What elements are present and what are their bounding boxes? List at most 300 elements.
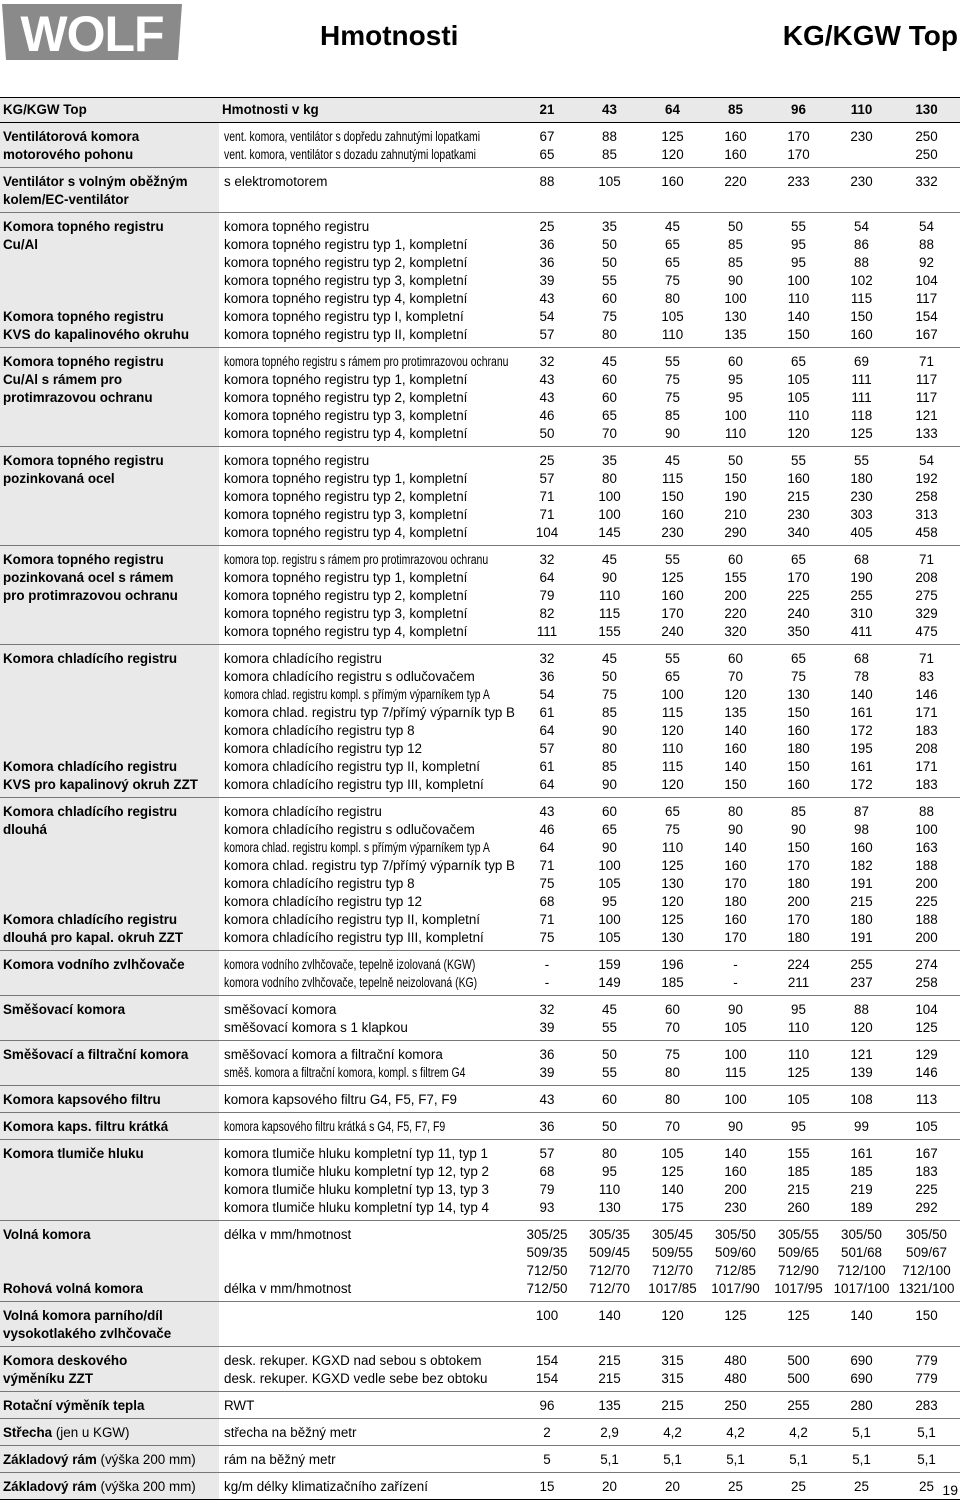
weight-cell: 350 (787, 624, 810, 639)
row-description-text: komora topného registru typ 2, kompletní (224, 489, 468, 504)
row-label-text: výměníku ZZT (3, 1371, 94, 1386)
weight-cell: 240 (661, 624, 684, 639)
weight-cell: 32 (539, 354, 555, 369)
row-description-text: komora topného registru typ 1, kompletní (224, 237, 468, 252)
weight-cell: 45 (665, 453, 680, 468)
row-description (219, 146, 516, 168)
weight-cell: 258 (915, 975, 938, 990)
weight-cell: 50 (728, 219, 743, 234)
row-description-text: komora topného registru (224, 453, 370, 468)
weight-cell: 90 (602, 570, 617, 585)
weight-cell: 57 (539, 471, 555, 486)
weight-cell: 110 (661, 327, 684, 342)
weight-cell: 121 (915, 408, 938, 423)
weight-cell: 5,1 (917, 1425, 936, 1440)
header-size: 64 (641, 98, 704, 123)
row-description-text: komora tlumiče hluku kompletní typ 14, typ 4 (224, 1200, 489, 1215)
row-description-text: komora topného registru typ 1, kompletní (224, 471, 468, 486)
row-group (0, 123, 960, 168)
weight-cell: 208 (915, 741, 938, 756)
weight-cell: 79 (539, 588, 555, 603)
weight-cell: 105 (724, 1020, 747, 1035)
weight-cell: 50 (602, 255, 617, 270)
row-description-text: vent. komora, ventilátor s dopředu zahnutými lopatkami (224, 129, 481, 144)
weight-cell: 4,2 (789, 1425, 808, 1440)
weight-cell: 71 (919, 651, 934, 666)
row-description-text: délka v mm/hmotnost (224, 1281, 352, 1296)
weight-cell: 250 (915, 147, 938, 162)
weight-cell: 54 (919, 219, 934, 234)
row-description (219, 191, 516, 213)
weight-cell: 45 (602, 552, 617, 567)
weight-cell: 280 (850, 1398, 873, 1413)
row-description (219, 425, 516, 447)
weight-cell: 86 (854, 237, 869, 252)
weight-cell: 125 (661, 570, 684, 585)
weight-cell: 189 (850, 1200, 873, 1215)
weight-cell: 1017/85 (648, 1281, 697, 1296)
row-description (219, 1347, 516, 1371)
weight-cell: 190 (724, 489, 747, 504)
weight-cell: 64 (539, 840, 555, 855)
weight-cell: 88 (919, 804, 934, 819)
weight-cell: 150 (661, 489, 684, 504)
row-description-text: vent. komora, ventilátor s dozadu zahnutými lopatkami (224, 147, 476, 162)
row-label (0, 1086, 219, 1113)
page-title: Hmotnosti (320, 20, 459, 51)
row-description (219, 798, 516, 822)
weight-cell: 509/45 (589, 1245, 630, 1260)
weight-cell: 25 (728, 1479, 743, 1494)
table-row (0, 1262, 960, 1280)
table-row (0, 911, 960, 929)
weight-cell: 155 (724, 570, 747, 585)
row-label (0, 821, 219, 839)
weight-cell: 305/45 (652, 1227, 693, 1242)
weight-cell: 110 (787, 1047, 810, 1062)
weight-cell: 195 (850, 741, 873, 756)
weight-cell: 55 (665, 354, 680, 369)
weight-cell: 480 (724, 1371, 747, 1386)
weight-cell: 90 (728, 1119, 743, 1134)
weight-cell: 130 (661, 876, 684, 891)
weight-cell: 36 (539, 1119, 555, 1134)
weight-cell: 150 (787, 705, 810, 720)
row-description (219, 1262, 516, 1280)
weight-cell: 90 (728, 1002, 743, 1017)
weight-cell: 224 (787, 957, 810, 972)
row-label-text: Cu/Al (3, 237, 38, 252)
weight-cell: 475 (915, 624, 938, 639)
row-description (219, 1113, 516, 1140)
weight-cell: 500 (787, 1371, 810, 1386)
weight-cell: 50 (602, 1119, 617, 1134)
row-label (0, 1262, 219, 1280)
weight-cell: 292 (915, 1200, 938, 1215)
weight-cell: 50 (539, 426, 555, 441)
weight-cell: 80 (665, 291, 680, 306)
weight-cell: 4,2 (663, 1425, 682, 1440)
header-size: 130 (893, 98, 960, 123)
weight-cell: 43 (539, 372, 555, 387)
table-row (0, 974, 960, 996)
row-description (219, 348, 516, 372)
weight-cell: 154 (915, 309, 938, 324)
weight-cell: 110 (724, 426, 747, 441)
row-description-text: komora vodního zvlhčovače, tepelně izolovaná (KGW) (224, 957, 476, 972)
row-description-text: komora tlumiče hluku kompletní typ 12, typ 2 (224, 1164, 489, 1179)
table-row (0, 623, 960, 645)
row-description-text: komora chladícího registru typ 8 (224, 723, 415, 738)
row-label-text: KVS do kapalinového okruhu (3, 327, 190, 342)
row-label-text: Cu/Al s rámem pro (3, 372, 123, 387)
weight-cell: 140 (850, 1308, 873, 1323)
weight-cell: 171 (915, 759, 938, 774)
row-group (0, 645, 960, 798)
row-label (0, 1473, 219, 1500)
weight-cell: 139 (850, 1065, 873, 1080)
row-group (0, 1347, 960, 1392)
weight-cell: 340 (787, 525, 810, 540)
row-description-text: komora topného registru typ 3, kompletní (224, 408, 468, 423)
weight-cell: 43 (539, 291, 555, 306)
row-description (219, 1064, 516, 1086)
weight-cell: 80 (602, 471, 617, 486)
row-label (0, 1019, 219, 1041)
weight-cell: 46 (539, 408, 555, 423)
table-row (0, 236, 960, 254)
row-label-note: (výška 200 mm) (96, 1479, 196, 1494)
weight-cell: 65 (602, 822, 617, 837)
row-group (0, 1113, 960, 1140)
row-label (0, 1244, 219, 1262)
row-group (0, 1302, 960, 1347)
table-row (0, 1419, 960, 1446)
weight-cell: 55 (602, 1065, 617, 1080)
page-number: 19 (942, 1482, 958, 1498)
table-row (0, 1181, 960, 1199)
table-row (0, 857, 960, 875)
weight-cell: 70 (665, 1119, 680, 1134)
row-description-text: komora topného registru s rámem pro protimrazovou ochranu (224, 354, 509, 369)
weight-cell: 1017/100 (833, 1281, 890, 1296)
row-label-text: Směšovací komora (3, 1002, 126, 1017)
table-row (0, 798, 960, 822)
row-description (219, 951, 516, 975)
weight-cell: 305/50 (715, 1227, 756, 1242)
row-group (0, 1140, 960, 1221)
weight-cell: 5,1 (600, 1452, 619, 1467)
weight-cell: 54 (919, 453, 934, 468)
row-group (0, 546, 960, 645)
row-description-text: směšovací komora (224, 1002, 337, 1017)
table-row (0, 1370, 960, 1392)
weight-cell: 117 (915, 291, 938, 306)
weight-cell: 125 (915, 1020, 938, 1035)
row-group (0, 1446, 960, 1473)
weight-cell: 5,1 (852, 1452, 871, 1467)
weight-cell: 320 (724, 624, 747, 639)
weight-cell: 133 (915, 426, 938, 441)
weight-cell: 150 (787, 327, 810, 342)
weight-cell: 154 (535, 1371, 559, 1386)
weight-cell: 50 (602, 669, 617, 684)
table-row (0, 1019, 960, 1041)
weight-cell: 104 (535, 525, 559, 540)
weight-cell (830, 1325, 893, 1347)
row-description-text: komora chladícího registru typ II, kompletní (224, 912, 481, 927)
row-description (219, 821, 516, 839)
row-label-text: Komora tlumiče hluku (3, 1146, 144, 1161)
weight-cell: 100 (598, 489, 621, 504)
table-row (0, 668, 960, 686)
table-row (0, 348, 960, 372)
table-row (0, 191, 960, 213)
weight-cell: 4,2 (726, 1425, 745, 1440)
header-size: 21 (516, 98, 578, 123)
row-label (0, 1280, 219, 1302)
row-label (0, 974, 219, 996)
row-label-text: Ventilátor s volným oběžným (3, 174, 188, 189)
table-row (0, 123, 960, 147)
weight-cell: 75 (602, 687, 617, 702)
weight-cell: 110 (598, 1182, 621, 1197)
weight-cell: 95 (602, 894, 617, 909)
weight-cell: 70 (728, 669, 743, 684)
weight-cell: 100 (661, 687, 684, 702)
weight-cell: 150 (787, 840, 810, 855)
weight-cell: 85 (602, 759, 617, 774)
weight-cell: 200 (724, 1182, 747, 1197)
weight-cell: 39 (539, 1065, 555, 1080)
row-description (219, 470, 516, 488)
row-label (0, 1221, 219, 1245)
weight-cell: 180 (787, 741, 810, 756)
row-label (0, 839, 219, 857)
weight-cell: 160 (850, 327, 873, 342)
row-label (0, 1347, 219, 1371)
row-label (0, 254, 219, 272)
row-label-text: Směšovací a filtrační komora (3, 1047, 189, 1062)
weight-cell: 110 (661, 840, 684, 855)
weight-cell: 71 (539, 912, 555, 927)
weight-cell: 170 (787, 858, 810, 873)
weight-cell: 50 (602, 237, 617, 252)
row-label (0, 1419, 219, 1446)
weight-cell: 712/85 (715, 1263, 756, 1278)
weight-cell: 100 (724, 1047, 747, 1062)
row-label-text: Komora topného registru (3, 219, 164, 234)
row-label (0, 668, 219, 686)
row-description-text: komora topného registru typ 4, kompletní (224, 291, 468, 306)
weight-cell: 712/100 (837, 1263, 886, 1278)
weight-cell: 305/55 (778, 1227, 819, 1242)
weight-cell: 185 (787, 1164, 810, 1179)
weight-cell: 161 (850, 1146, 873, 1161)
row-description (219, 740, 516, 758)
weight-cell: 111 (536, 624, 558, 639)
weight-cell: 25 (919, 1479, 934, 1494)
weight-cell: 480 (724, 1353, 747, 1368)
weight-cell: 160 (661, 174, 684, 189)
weight-cell: 96 (539, 1398, 555, 1413)
weight-cell: 233 (787, 174, 810, 189)
weight-cell: 111 (851, 372, 872, 387)
row-label (0, 951, 219, 975)
weight-cell: 501/68 (841, 1245, 882, 1260)
table-row (0, 758, 960, 776)
weight-cell: 170 (724, 930, 747, 945)
weight-cell: 283 (915, 1398, 938, 1413)
weight-cell: 110 (787, 291, 810, 306)
weight-cell: 85 (791, 804, 806, 819)
row-description-text: komora vodního zvlhčovače, tepelně neizolovaná (KG) (224, 975, 478, 990)
weight-cell: 100 (724, 291, 747, 306)
row-description (219, 1419, 516, 1446)
row-description (219, 488, 516, 506)
weight-cell: 500 (787, 1353, 810, 1368)
weight-cell: 125 (661, 912, 684, 927)
weight-cell: 90 (602, 840, 617, 855)
row-label-text: Rohová volná komora (3, 1281, 143, 1296)
weight-cell: 45 (602, 354, 617, 369)
table-row (0, 722, 960, 740)
weight-cell: 25 (539, 219, 555, 234)
weight-cell: 115 (661, 705, 684, 720)
table-row (0, 1086, 960, 1113)
row-description-text: komora chladícího registru s odlučovačem (224, 822, 475, 837)
header-size: 85 (704, 98, 767, 123)
weight-cell: 60 (602, 372, 617, 387)
weight-cell: 170 (724, 876, 747, 891)
weight-cell: 180 (724, 894, 747, 909)
row-description-text: komora chladícího registru typ 8 (224, 876, 415, 891)
row-description-text: komora topného registru typ 3, kompletní (224, 273, 468, 288)
weight-cell: 75 (665, 822, 680, 837)
weight-cell: 60 (665, 1002, 680, 1017)
row-description-text: komora kapsového filtru G4, F5, F7, F9 (224, 1092, 457, 1107)
weight-cell: 230 (850, 129, 873, 144)
weight-cell: 45 (602, 651, 617, 666)
row-description (219, 1019, 516, 1041)
weight-cell: 115 (661, 471, 684, 486)
header-size: 110 (830, 98, 893, 123)
header-model: KG/KGW Top (0, 98, 219, 123)
table-row (0, 1041, 960, 1065)
row-description (219, 875, 516, 893)
table-row (0, 587, 960, 605)
weight-cell (704, 191, 767, 213)
weight-cell: 125 (787, 1308, 810, 1323)
weight-cell: 160 (787, 471, 810, 486)
table-row (0, 1199, 960, 1221)
weight-cell: 45 (665, 219, 680, 234)
row-group (0, 213, 960, 348)
row-label (0, 1041, 219, 1065)
weight-cell: 80 (665, 1065, 680, 1080)
row-description-text: komora tlumiče hluku kompletní typ 11, typ 1 (224, 1146, 488, 1161)
weight-cell: 64 (539, 723, 555, 738)
row-description-text: komora topného registru typ 1, kompletní (224, 372, 468, 387)
weight-cell: 60 (602, 390, 617, 405)
row-description-text: komora chladícího registru (224, 804, 382, 819)
weight-cell: 125 (724, 1308, 747, 1323)
weight-cell: 1017/90 (711, 1281, 760, 1296)
weight-cell: 120 (787, 426, 810, 441)
weight-cell: 160 (724, 129, 747, 144)
weight-cell: 150 (915, 1308, 938, 1323)
table-row (0, 326, 960, 348)
weight-cell: 230 (850, 174, 873, 189)
row-description (219, 236, 516, 254)
row-description (219, 1181, 516, 1199)
weight-cell: 60 (728, 552, 743, 567)
weight-cell: 113 (915, 1092, 938, 1107)
row-description (219, 704, 516, 722)
row-label-text: dlouhá pro kapal. okruh ZZT (3, 930, 184, 945)
weight-cell: 88 (539, 174, 555, 189)
weight-cell: 230 (850, 489, 873, 504)
weight-cell: 135 (724, 327, 747, 342)
weight-cell: 5,1 (726, 1452, 745, 1467)
table-row (0, 776, 960, 798)
weight-cell: 255 (787, 1398, 810, 1413)
table-row (0, 645, 960, 669)
weight-cell: 215 (787, 489, 810, 504)
weight-cell: 90 (791, 822, 806, 837)
weight-cell: 78 (854, 669, 869, 684)
row-description (219, 974, 516, 996)
weight-cell: 68 (854, 651, 869, 666)
row-description-text: komora topného registru typ 2, kompletní (224, 588, 468, 603)
weight-cell: 130 (724, 309, 747, 324)
row-label-text: Komora topného registru (3, 309, 164, 324)
weight-cell: 175 (661, 1200, 684, 1215)
row-group (0, 1041, 960, 1086)
table-row (0, 371, 960, 389)
row-description-text: komora chladícího registru s odlučovačem (224, 669, 475, 684)
table-row (0, 488, 960, 506)
weight-cell: 160 (724, 147, 747, 162)
weight-cell: 305/25 (526, 1227, 568, 1242)
row-group (0, 1392, 960, 1419)
weight-cell: 50 (728, 453, 743, 468)
weight-cell: 160 (724, 1164, 747, 1179)
row-label (0, 1302, 219, 1326)
weight-cell: 64 (539, 777, 555, 792)
row-label (0, 911, 219, 929)
weight-cell: 88 (602, 129, 617, 144)
weight-cell: 25 (791, 1479, 806, 1494)
row-label (0, 308, 219, 326)
weight-cell: 192 (915, 471, 938, 486)
weight-cell (830, 146, 893, 168)
weight-cell: 60 (728, 651, 743, 666)
weight-cell (893, 191, 960, 213)
row-label (0, 1113, 219, 1140)
row-label (0, 236, 219, 254)
weight-cell: 95 (791, 1002, 806, 1017)
table-row (0, 605, 960, 623)
row-description (219, 1244, 516, 1262)
weight-cell: 172 (850, 723, 873, 738)
weight-cell: 155 (598, 624, 621, 639)
row-description-text: s elektromotorem (224, 174, 328, 189)
table-row (0, 1113, 960, 1140)
weight-cell: 129 (915, 1047, 938, 1062)
row-description (219, 623, 516, 645)
weight-cell: 167 (915, 327, 938, 342)
